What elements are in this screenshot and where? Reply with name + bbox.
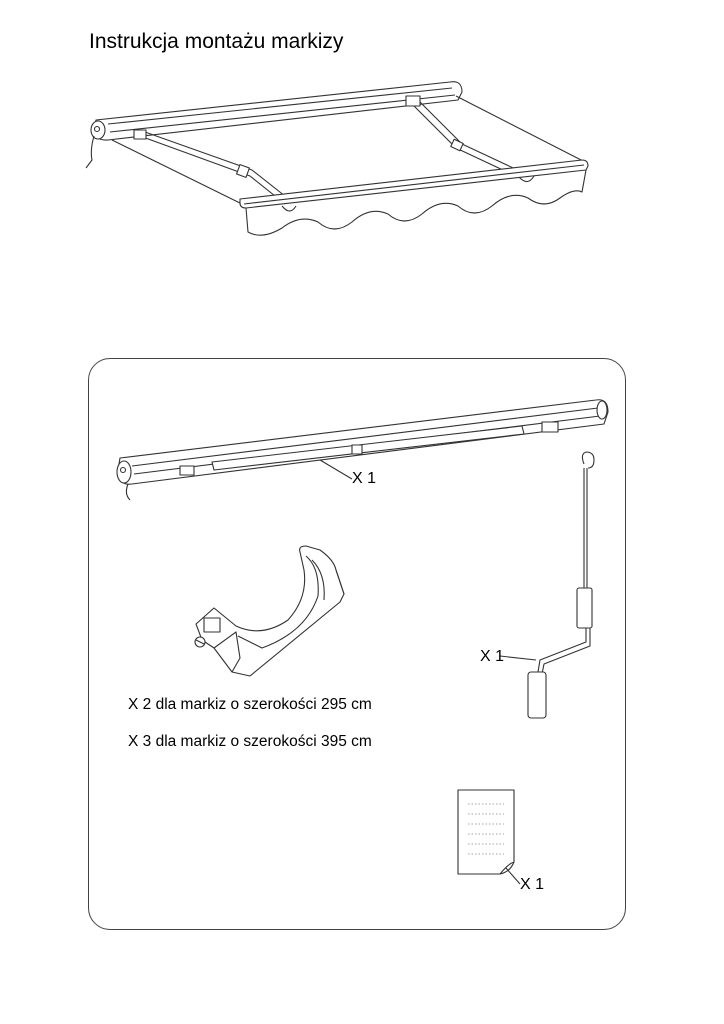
crank-part (500, 452, 594, 718)
bracket-quantity-395: X 3 dla markiz o szerokości 395 cm (128, 733, 372, 750)
manual-quantity: X 1 (520, 876, 545, 893)
manual-document-icon (458, 790, 520, 884)
bracket-quantity-295: X 2 dla markiz o szerokości 295 cm (128, 696, 372, 713)
crank-quantity: X 1 (480, 648, 505, 665)
bracket-part (195, 546, 344, 676)
page-title: Instrukcja montażu markizy (89, 30, 344, 53)
cassette-quantity: X 1 (352, 470, 377, 487)
